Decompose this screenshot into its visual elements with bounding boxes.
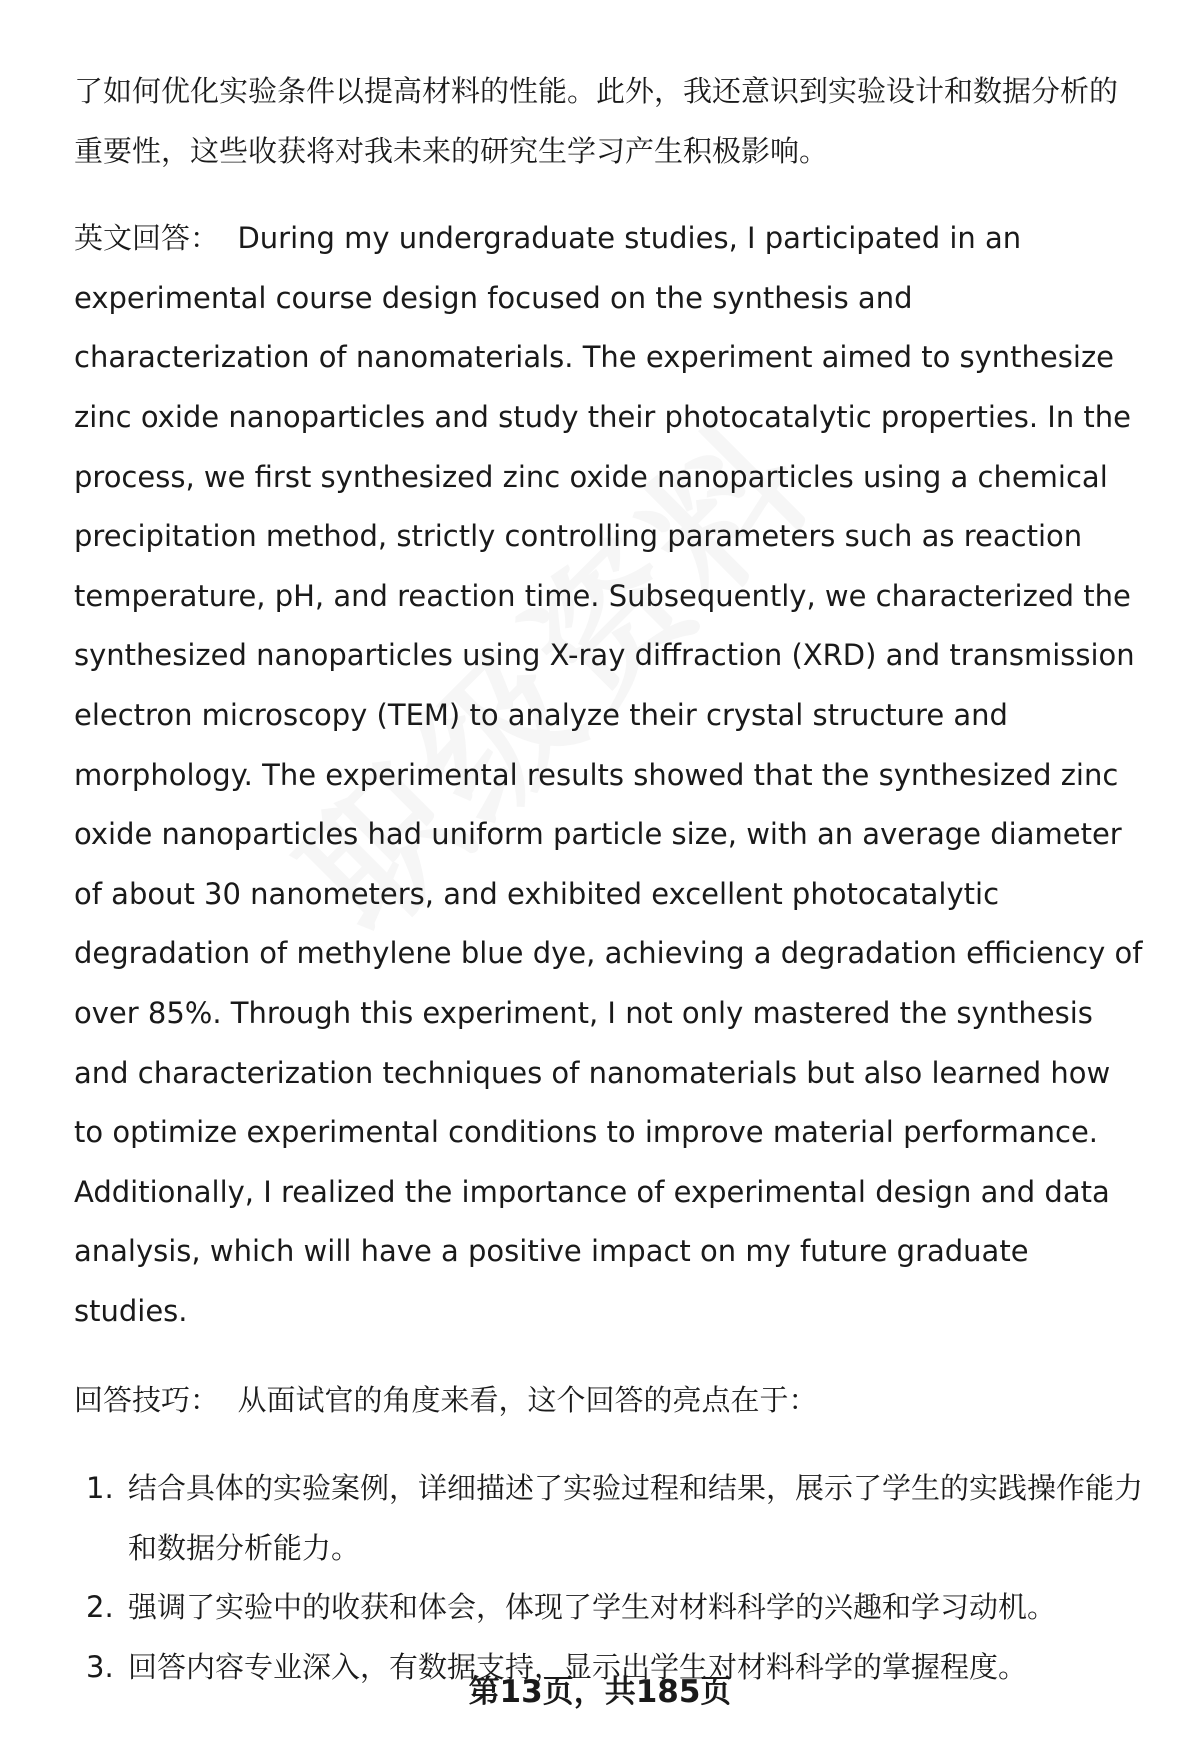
english-answer-label: 英文回答： (74, 221, 220, 256)
tips-label: 回答技巧： (74, 1383, 220, 1418)
list-item (74, 1459, 1146, 1578)
list-item-number: 3. (86, 1649, 114, 1684)
english-answer-paragraph (74, 209, 1146, 1341)
list-item-text: 强调了实验中的收获和体会，体现了学生对材料科学的兴趣和学习动机。 (128, 1590, 1057, 1625)
tips-list (74, 1459, 1146, 1697)
list-item-text: 回答内容专业深入，有数据支持，显示出学生对材料科学的掌握程度。 (128, 1649, 1028, 1684)
intro-paragraph: 了如何优化实验条件以提高材料的性能。此外，我还意识到实验设计和数据分析的重要性，这些收获将对我未来的研究生学习产生积极影响。 (74, 74, 1119, 168)
tips-text: 从面试官的角度来看，这个回答的亮点在于： (237, 1383, 818, 1418)
list-item (74, 1578, 1146, 1638)
page-number-footer: 第13页，共185页 (468, 1674, 732, 1710)
list-item-text: 结合具体的实验案例，详细描述了实验过程和结果，展示了学生的实践操作能力和数据分析能力。 (128, 1471, 1144, 1565)
tips-heading (74, 1371, 1146, 1431)
document-page (74, 62, 1146, 1697)
list-item-number: 1. (86, 1471, 114, 1506)
english-answer-text: During my undergraduate studies, I participated in an experimental course design focused on the synthesis and characterization of nanomaterials. The experiment aimed to synthesize zinc oxide nanoparticles and study their photocatalytic properties. In the process, we first synthesized zinc oxide nanoparticles using a chemical precipitation method, strictly controlling parameters such as reaction temperature, pH, and reaction time. Subsequently, we characterized the synthesized nanoparticles using X-ray diffraction (XRD) and transmission electron microscopy (TEM) to analyze their crystal structure and morphology. The experimental results showed that the synthesized zinc oxide nanoparticles had uniform particle size, with an average diameter of about 30 nanometers, and exhibited excellent photocatalytic degradation of methylene blue dye, achieving a degradation efficiency of over 85%. Through this experiment, I not only mastered the synthesis and characterization techniques of nanomaterials but also learned how to optimize experimental conditions to improve material performance. Additionally, I realized the importance of experimental design and data analysis, which will have a positive impact on my future graduate studies. (74, 221, 1143, 1328)
list-item-number: 2. (86, 1590, 114, 1625)
